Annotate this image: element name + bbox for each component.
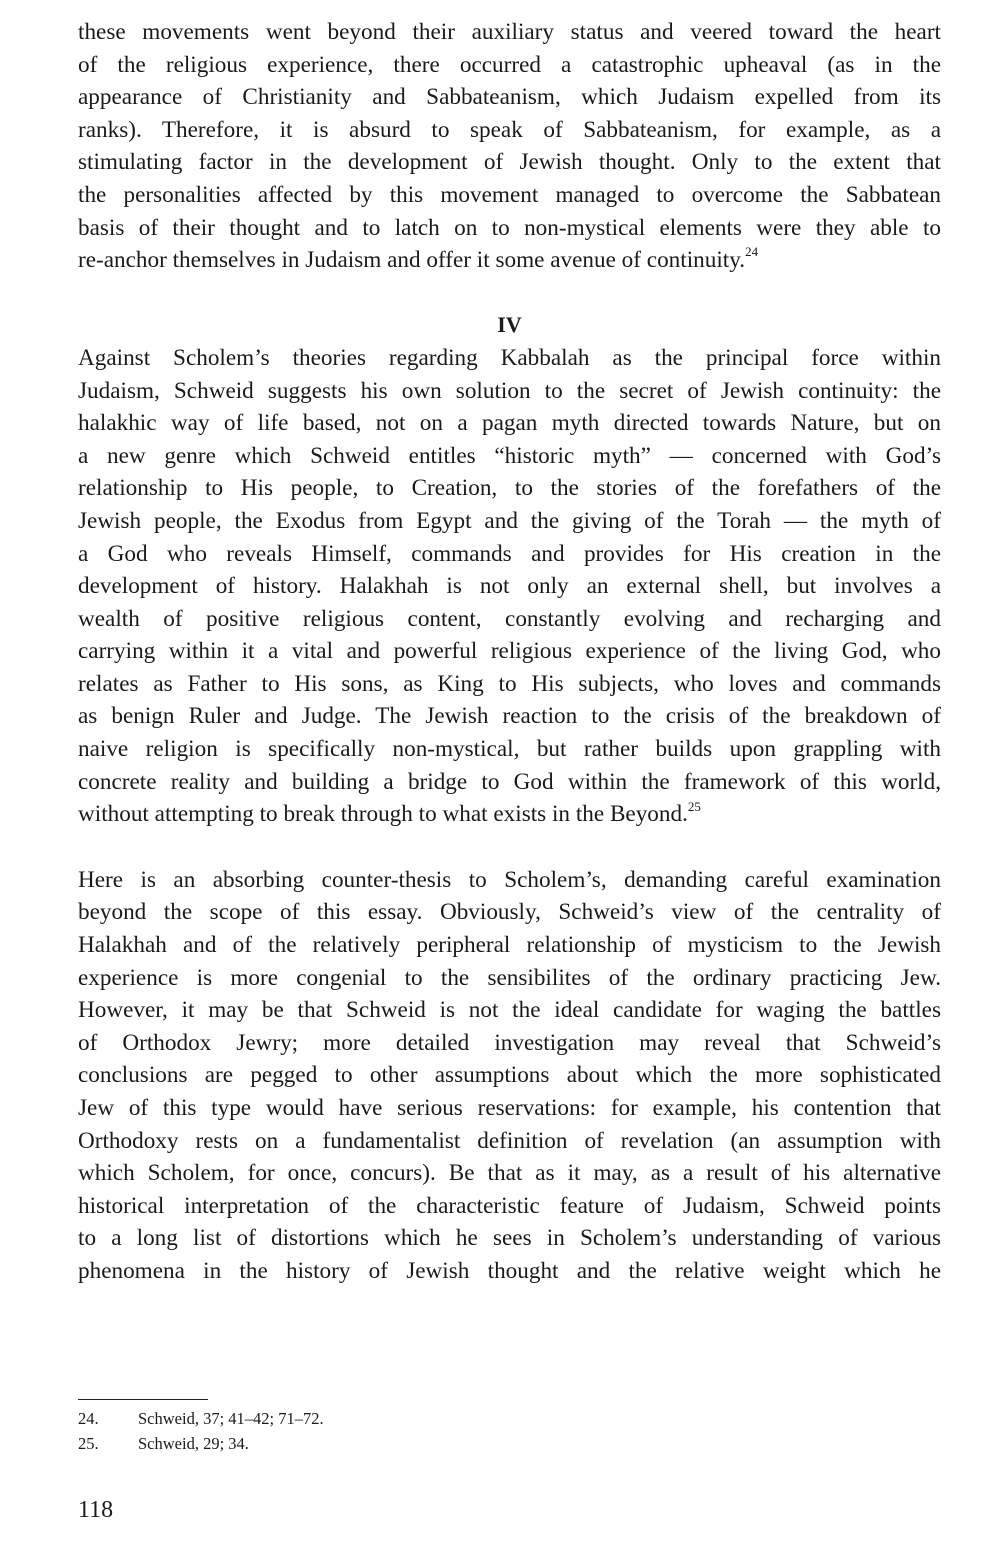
- text-line: Against Scholem’s theories regarding Kabbalah as the principal force within: [78, 344, 941, 371]
- footnote-number: 24.: [78, 1409, 99, 1428]
- text-line-content: without attempting to break through to what exists in the Beyond.: [78, 801, 688, 828]
- text-line: relationship to His people, to Creation, to the stories of the forefathers of the: [78, 475, 941, 502]
- page-number: 118: [78, 1497, 114, 1523]
- footnote-text: Schweid, 37; 41–42; 71–72.: [138, 1409, 324, 1428]
- section-heading: IV: [497, 312, 522, 338]
- text-line: Halakhah and of the relatively peripheral relationship of mysticism to the Jewish: [78, 932, 941, 959]
- text-line: of the religious experience, there occurred a catastrophic upheaval (as in the: [78, 51, 941, 78]
- text-line: [78, 244, 941, 277]
- text-line-content: re-anchor themselves in Judaism and offer it some avenue of continuity.: [78, 247, 746, 274]
- text-line: halakhic way of life based, not on a pagan myth directed towards Nature, but on: [78, 410, 941, 437]
- spacer: [78, 277, 941, 310]
- text-line: experience is more congenial to the sensibilites of the ordinary practicing Jew.: [78, 964, 941, 991]
- text-line: a new genre which Schweid entitles “historic myth” — concerned with God’s: [78, 442, 941, 469]
- footnote-divider: [78, 1399, 208, 1400]
- text-line: conclusions are pegged to other assumptions about which the more sophisticated: [78, 1062, 941, 1089]
- text-line: concrete reality and building a bridge to God within the framework of this world,: [78, 768, 941, 795]
- footnote-text: Schweid, 29; 34.: [138, 1434, 249, 1453]
- text-line: Here is an absorbing counter-thesis to Scholem’s, demanding careful examination: [78, 866, 941, 893]
- document-page: [78, 16, 941, 1288]
- footnote-24: [78, 1406, 324, 1431]
- text-line: However, it may be that Schweid is not the ideal candidate for waging the battles: [78, 997, 941, 1024]
- text-line: development of history. Halakhah is not only an external shell, but involves a: [78, 573, 941, 600]
- footnote-ref-24[interactable]: 24: [745, 244, 759, 260]
- text-line: historical interpretation of the characteristic feature of Judaism, Schweid points: [78, 1192, 941, 1219]
- footnotes: [78, 1406, 324, 1456]
- text-line: phenomena in the history of Jewish thought and the relative weight which he: [78, 1257, 941, 1284]
- paragraph-3: [78, 864, 941, 1288]
- text-line: as benign Ruler and Judge. The Jewish reaction to the crisis of the breakdown of: [78, 703, 941, 730]
- text-line: beyond the scope of this essay. Obviously, Schweid’s view of the centrality of: [78, 899, 941, 926]
- text-line: of Orthodox Jewry; more detailed investigation may reveal that Schweid’s: [78, 1029, 941, 1056]
- text-line: relates as Father to His sons, as King to His subjects, who loves and commands: [78, 670, 941, 697]
- paragraph-2: [78, 342, 941, 831]
- text-line: Judaism, Schweid suggests his own solution to the secret of Jewish continuity: the: [78, 377, 941, 404]
- footnote-25: [78, 1431, 324, 1456]
- footnote-ref-25[interactable]: 25: [687, 798, 701, 814]
- paragraph-1: [78, 16, 941, 277]
- text-line: naive religion is specifically non-mystical, but rather builds upon grappling with: [78, 736, 941, 763]
- text-line: stimulating factor in the development of Jewish thought. Only to the extent that: [78, 149, 941, 176]
- text-line: wealth of positive religious content, constantly evolving and recharging and: [78, 605, 941, 632]
- text-line: appearance of Christianity and Sabbateanism, which Judaism expelled from its: [78, 84, 941, 111]
- footnote-number: 25.: [78, 1434, 99, 1453]
- text-line: which Scholem, for once, concurs). Be that as it may, as a result of his alternative: [78, 1160, 941, 1187]
- text-line: the personalities affected by this movement managed to overcome the Sabbatean: [78, 181, 941, 208]
- text-line: ranks). Therefore, it is absurd to speak of Sabbateanism, for example, as a: [78, 116, 941, 143]
- text-line: carrying within it a vital and powerful religious experience of the living God, who: [78, 638, 941, 665]
- text-line: Jewish people, the Exodus from Egypt and the giving of the Torah — the myth of: [78, 507, 941, 534]
- text-line: Jew of this type would have serious reservations: for example, his contention that: [78, 1095, 941, 1121]
- text-line: to a long list of distortions which he sees in Scholem’s understanding of various: [78, 1225, 941, 1252]
- text-line: these movements went beyond their auxiliary status and veered toward the heart: [78, 19, 941, 45]
- spacer: [78, 831, 941, 864]
- text-line: Orthodoxy rests on a fundamentalist definition of revelation (an assumption with: [78, 1127, 941, 1154]
- text-line: [78, 798, 941, 831]
- text-line: a God who reveals Himself, commands and provides for His creation in the: [78, 540, 941, 567]
- text-line: basis of their thought and to latch on to non-mystical elements were they able to: [78, 214, 941, 241]
